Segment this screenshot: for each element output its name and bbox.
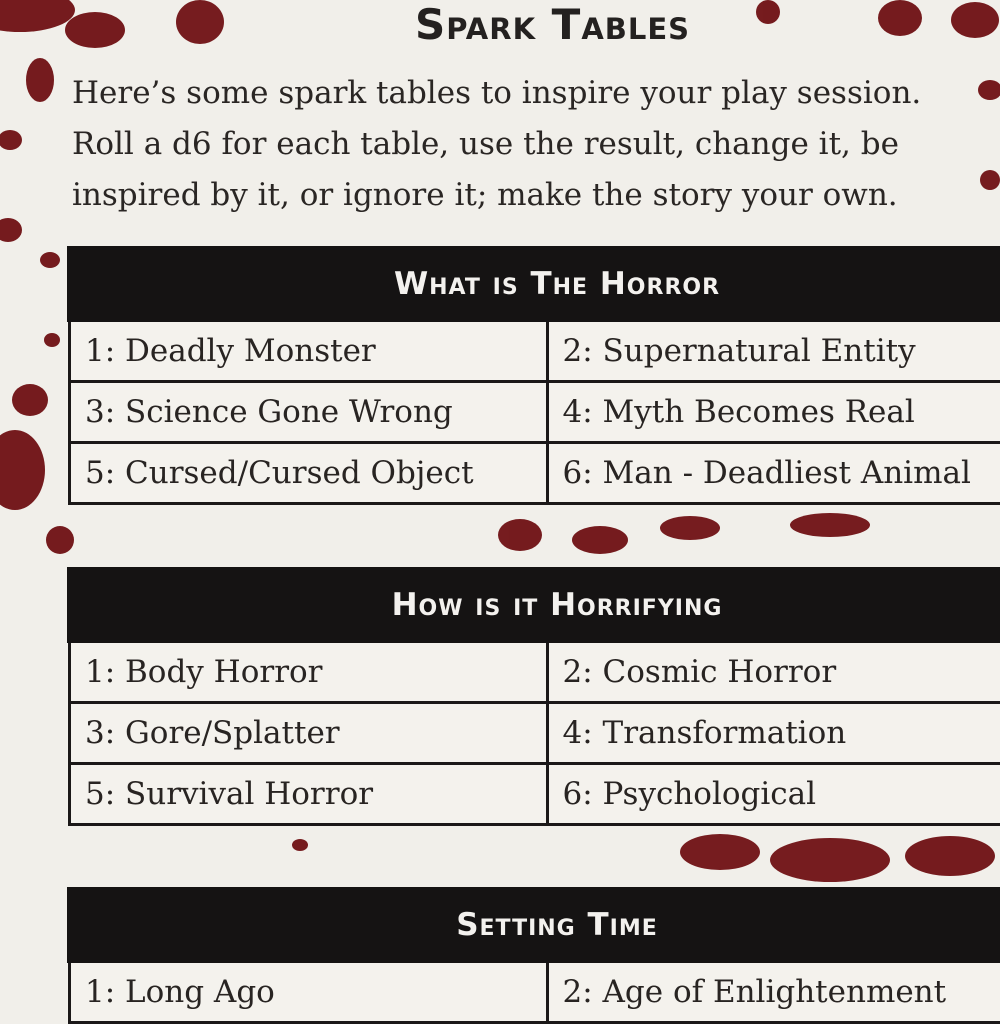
table-heading bbox=[70, 570, 1000, 641]
table-cell: 1: Deadly Monster bbox=[70, 320, 548, 382]
table-cell: 5: Survival Horror bbox=[70, 764, 548, 825]
table-cell: 4: Myth Becomes Real bbox=[547, 382, 1000, 443]
intro-line: Roll a d6 for each table, use the result, change it, be bbox=[72, 119, 992, 170]
table-heading bbox=[70, 890, 1000, 961]
intro-line: inspired by it, or ignore it; make the story your own. bbox=[72, 170, 992, 221]
table-cell: 4: Transformation bbox=[547, 703, 1000, 764]
table-cell: 3: Gore/Splatter bbox=[70, 703, 548, 764]
table-heading-text: How is it Horrifying bbox=[72, 587, 1000, 623]
table-heading-text: What is The Horror bbox=[72, 266, 1000, 302]
table-heading bbox=[70, 249, 1000, 320]
table-row bbox=[70, 641, 1000, 703]
table-row bbox=[70, 382, 1000, 443]
table-cell: 1: Body Horror bbox=[70, 641, 548, 703]
table-cell: 5: Cursed/Cursed Object bbox=[70, 443, 548, 504]
table-heading-text: Setting Time bbox=[72, 907, 1000, 943]
page-title: Spark Tables bbox=[0, 0, 1000, 50]
table-row bbox=[70, 703, 1000, 764]
intro-line: Here’s some spark tables to inspire your play session. bbox=[72, 68, 992, 119]
table-cell: 1: Long Ago bbox=[70, 961, 548, 1023]
table-cell: 2: Supernatural Entity bbox=[547, 320, 1000, 382]
table-row bbox=[70, 961, 1000, 1023]
table-row bbox=[70, 764, 1000, 825]
spark-table-setting-time bbox=[67, 887, 1000, 1024]
spark-table-horror bbox=[67, 246, 1000, 505]
spark-table-horrifying bbox=[67, 567, 1000, 826]
table-cell: 6: Man - Deadliest Animal bbox=[547, 443, 1000, 504]
table-cell: 2: Age of Enlightenment bbox=[547, 961, 1000, 1023]
table-cell: 2: Cosmic Horror bbox=[547, 641, 1000, 703]
table-cell: 6: Psychological bbox=[547, 764, 1000, 825]
table-row bbox=[70, 320, 1000, 382]
table-cell: 3: Science Gone Wrong bbox=[70, 382, 548, 443]
table-row bbox=[70, 443, 1000, 504]
intro-paragraph bbox=[72, 68, 992, 221]
